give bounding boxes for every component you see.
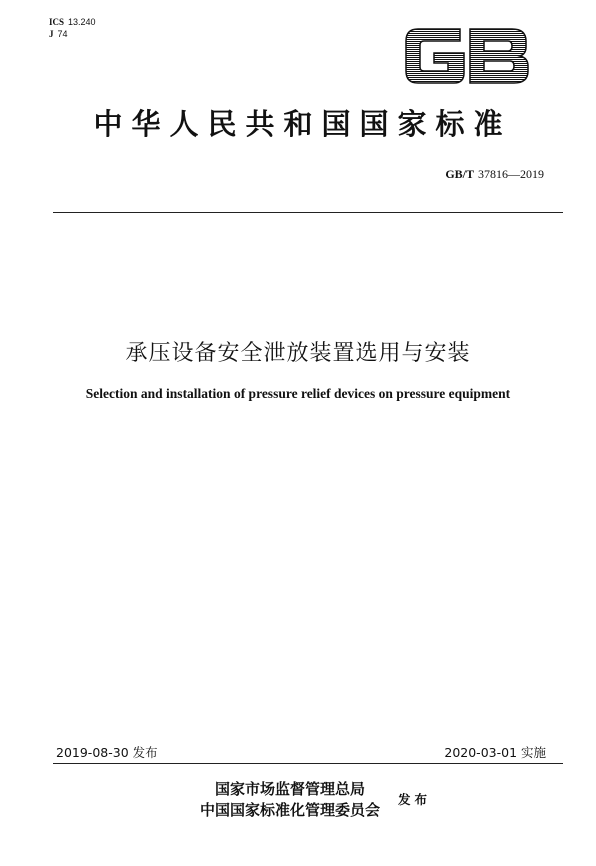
issuer-2: 中国国家标准化管理委员会 [199, 801, 380, 819]
standard-number [445, 167, 544, 182]
ics-value: 13.240 [68, 17, 96, 27]
bottom-divider [53, 763, 563, 764]
ics-label: ICS [49, 17, 65, 27]
ccs-label: J [49, 29, 54, 39]
document-title-cn: 承压设备安全泄放装置选用与安装 [125, 341, 471, 366]
ics-line [49, 16, 96, 28]
issue-label: 发布 [398, 792, 432, 807]
standard-title: 中华人民共和国国家标准 [93, 107, 512, 141]
issuer-1: 国家市场监督管理总局 [214, 780, 365, 798]
standard-prefix: GB/T [445, 167, 474, 181]
publish-date: 2019-08-30 发布 [56, 745, 158, 760]
classification-codes [49, 16, 96, 40]
document-title-en: Selection and installation of pressure relief devices on pressure equipment [85, 386, 511, 401]
standard-number-value: 37816—2019 [478, 167, 544, 181]
top-divider [53, 212, 563, 213]
ccs-line [49, 28, 96, 40]
gb-logo [404, 25, 530, 87]
implement-date: 2020-03-01 实施 [444, 745, 546, 760]
issuing-authorities [185, 779, 395, 821]
logo-text: GB [404, 25, 406, 26]
ccs-value: 74 [57, 29, 68, 39]
